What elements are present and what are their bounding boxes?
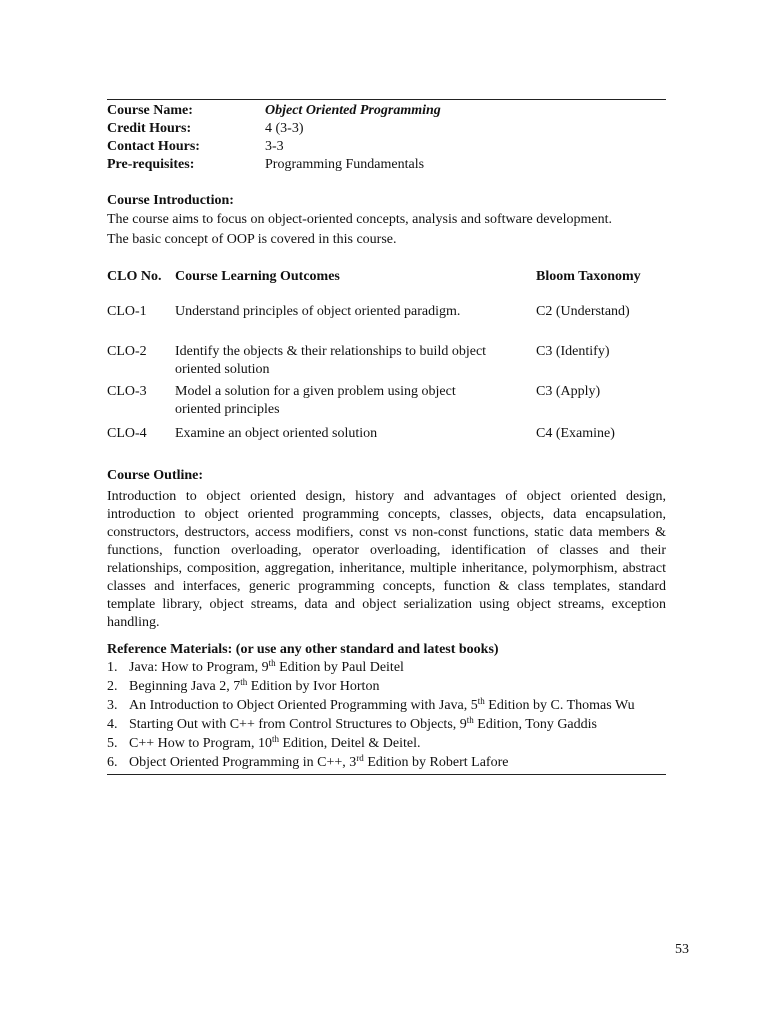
references-heading: Reference Materials: (or use any other standard and latest books): [107, 642, 499, 657]
course-outline: [107, 467, 666, 632]
clo-no: CLO-2: [107, 344, 147, 359]
list-item: 2. Beginning Java 2, 7th Edition by Ivor Horton: [107, 677, 380, 694]
clo-bloom: C3 (Apply): [536, 384, 601, 399]
introduction-line-1: The course aims to focus on object-oriented concepts, analysis and software development.: [107, 212, 613, 227]
contact-hours-row: [107, 138, 666, 156]
list-item: 3. An Introduction to Object Oriented Programming with Java, 5th Edition by C. Thomas Wu: [107, 696, 635, 713]
clo-no-header: CLO No.: [107, 269, 162, 284]
bloom-header: Bloom Taxonomy: [536, 269, 641, 284]
course-name-label: Course Name:: [107, 103, 193, 118]
outline-text: Introduction to object oriented design, history and advantages of object oriented design, introduction to object oriented programming concepts, classes, objects, data encapsulation, constructors, destructors, access modifiers, const vs non-const functions, static data members & functions, function overloading, operator overloading, identification of classes and their relationships, composition, aggregation, inheritance, multiple inheritance, polymorphism, abstract classes and interfaces, generic programming concepts, function & class templates, standard template library, object streams, data and object serialization using object streams, exception handling.: [107, 489, 666, 630]
table-row: [107, 383, 666, 419]
clo-no: CLO-1: [107, 304, 147, 319]
page-number: 53: [675, 942, 689, 957]
contact-hours-value: 3-3: [265, 139, 284, 154]
list-item: 6. Object Oriented Programming in C++, 3rd Edition by Robert Lafore: [107, 753, 509, 770]
clo-outcome: Identify the objects & their relationships to build object oriented solution: [175, 344, 487, 377]
credit-hours-row: [107, 120, 666, 138]
clo-bloom: C3 (Identify): [536, 344, 610, 359]
references-list: [107, 659, 666, 772]
clo-bloom: C2 (Understand): [536, 304, 630, 319]
course-name-row: [107, 102, 666, 120]
introduction-line-2: The basic concept of OOP is covered in this course.: [107, 232, 397, 247]
list-item: 1. Java: How to Program, 9th Edition by Paul Deitel: [107, 658, 404, 675]
document-page: [107, 99, 666, 775]
outcomes-header: Course Learning Outcomes: [175, 269, 340, 284]
credit-hours-value: 4 (3-3): [265, 121, 304, 136]
list-item: 5. C++ How to Program, 10th Edition, Deitel & Deitel.: [107, 734, 421, 751]
prerequisites-row: [107, 156, 666, 174]
introduction-heading: Course Introduction:: [107, 193, 234, 208]
course-introduction: [107, 192, 666, 250]
contact-hours-label: Contact Hours:: [107, 139, 200, 154]
clo-outcome: Understand principles of object oriented paradigm.: [175, 304, 461, 319]
clo-table: [107, 268, 666, 443]
clo-no: CLO-4: [107, 426, 147, 441]
clo-table-header: [107, 268, 666, 286]
list-item: 4. Starting Out with C++ from Control Structures to Objects, 9th Edition, Tony Gaddis: [107, 715, 597, 732]
clo-bloom: C4 (Examine): [536, 426, 615, 441]
clo-no: CLO-3: [107, 384, 147, 399]
outline-heading: Course Outline:: [107, 468, 204, 483]
bottom-rule: [107, 774, 666, 775]
clo-outcome: Model a solution for a given problem using object oriented principles: [175, 384, 456, 417]
course-info: [107, 102, 666, 174]
reference-materials: [107, 641, 666, 772]
table-row: [107, 425, 666, 443]
table-row: [107, 303, 666, 321]
credit-hours-label: Credit Hours:: [107, 121, 192, 136]
top-rule: [107, 99, 666, 100]
prerequisites-value: Programming Fundamentals: [265, 157, 425, 172]
course-name-value: Object Oriented Programming: [265, 103, 441, 118]
table-row: [107, 343, 666, 379]
prerequisites-label: Pre-requisites:: [107, 157, 195, 172]
clo-outcome: Examine an object oriented solution: [175, 426, 378, 441]
